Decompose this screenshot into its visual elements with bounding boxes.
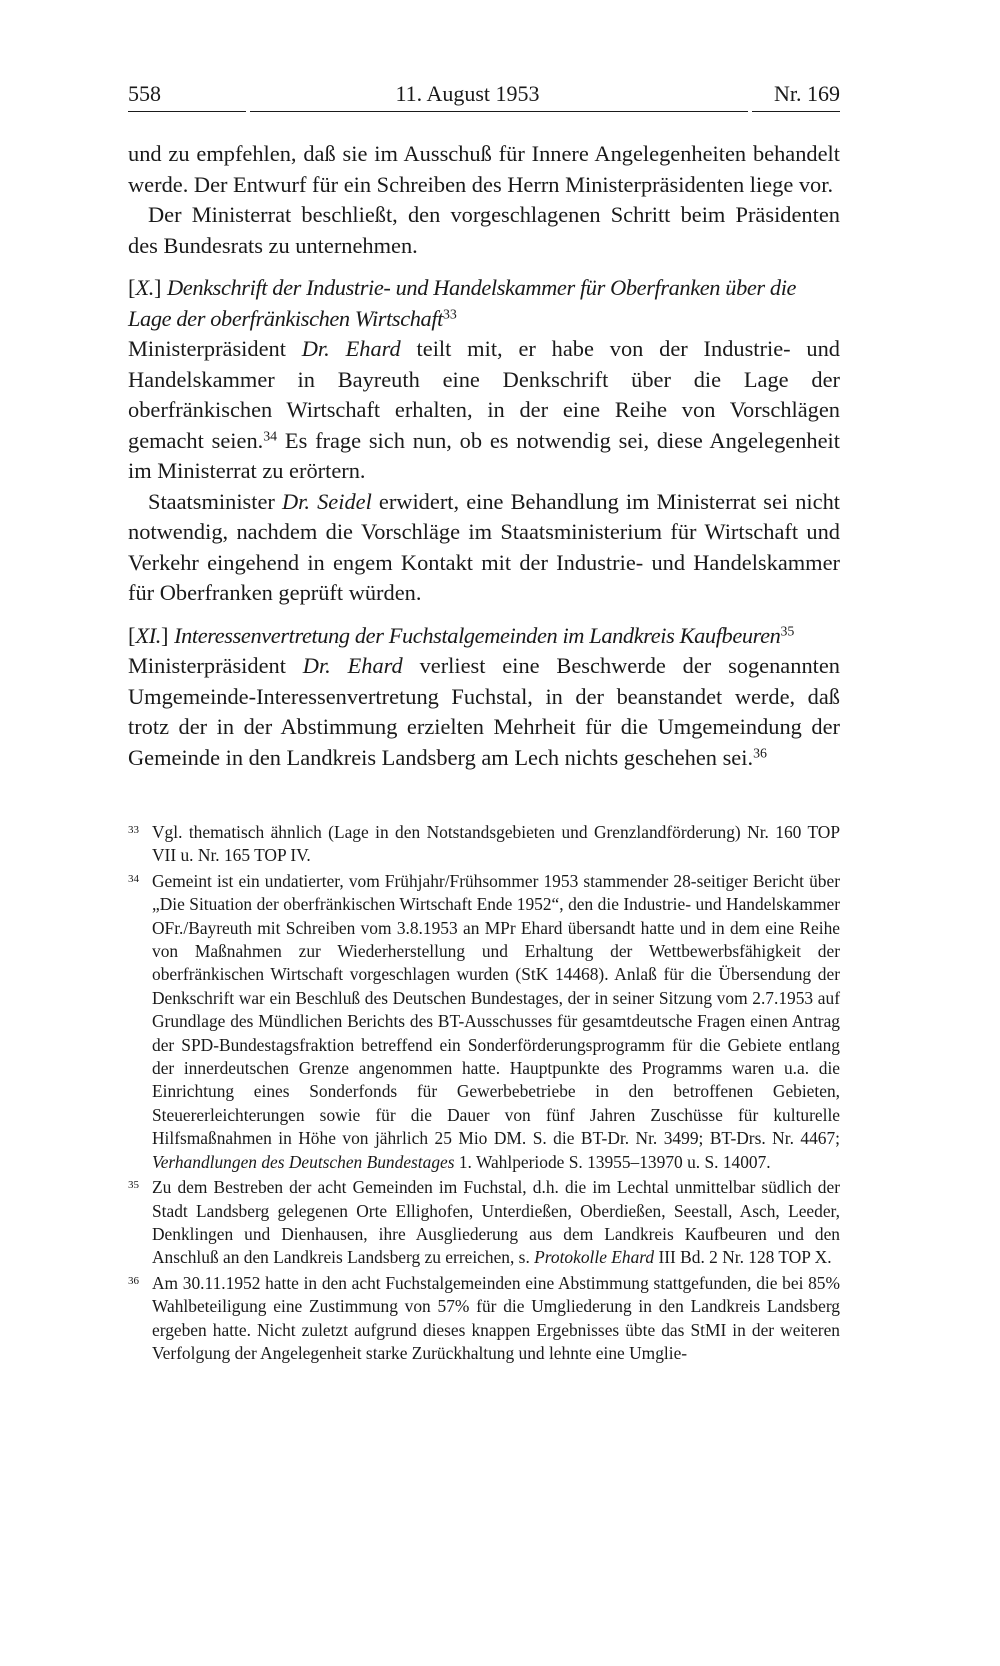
footnote-number: 33 — [128, 824, 139, 836]
person-name: Dr. Ehard — [302, 653, 403, 678]
header-issue: Nr. 169 — [774, 81, 840, 106]
person-name: Dr. Ehard — [301, 336, 401, 361]
footnote-33: 33 Vgl. thematisch ähnlich (Lage in den Notstandsgebieten und Grenzlandförderung) Nr. 160 TOP VII u. Nr. 165 TOP IV. — [128, 821, 840, 868]
section-heading-xi: [XI.] Interessenvertretung der Fuchstalgemeinden im Landkreis Kaufbeuren$^{35}$ — [128, 622, 795, 648]
paragraph: Ministerpräsident Dr. Ehard teilt mit, er habe von der Industrie- und Handelskammer in Bayreuth eine Denkschrift über die Lage der oberfränkischen Wirtschaft erhalten, in der eine Reihe von Vorschlägen gemacht seien.$^{34}$ Es frage sich nun, ob es notwendig sei, diese Angelegenheit im Ministerrat zu erörtern. — [128, 336, 841, 483]
footnote-ref[interactable]: 35 — [780, 623, 795, 639]
footnote-ref[interactable]: 33 — [442, 306, 457, 322]
section-title: Interessenvertretung der Fuchstalgemeinden im Landkreis Kaufbeuren — [174, 622, 781, 648]
footnote-number: 36 — [128, 1274, 139, 1287]
header-date: 11. August 1953 — [395, 81, 540, 106]
paragraph: Ministerpräsident Dr. Ehard verliest eine Beschwerde der sogenannten Umgemeinde-Interessenvertretung Fuchstal, in der beanstandet werde, daß trotz der in der Abstimmung erzielten Mehrheit für die Umgemeindung der Gemeinde in den Landkreis Landsberg am Lech nichts geschehen sei.$^{36}$ — [128, 653, 840, 770]
footnote-34: 34 Gemeint ist ein undatierter, vom Frühjahr/Frühsommer 1953 stammender 28-seitiger Bericht über „Die Situation der oberfränkischen Wirtschaft Ende 1952“, den die Industrie- und Handelskammer OFr./Bayreuth mit Schreiben vom 3.8.1953 an MPr Ehard übersandt hatte und in dem eine Reihe von Maßnahmen zur Wiederherstellung und Erhaltung der Wettbewerbsfähigkeit der oberfränkischen Wirtschaft vorgeschlagen wurden (StK 14468). Anlaß für die Übersendung der Denkschrift war ein Beschluß des Deutschen Bundestages, der in seiner Sitzung vom 2.7.1953 auf Grundlage des Mündlichen Berichts des BT-Ausschusses für gesamtdeutsche Fragen einen Antrag der SPD-Bundestagsfraktion betreffend ein Sonderförderungsprogramm für die Gebiete entlang der innerdeutschen Grenze angenommen hatte. Hauptpunkte des Programms waren u.a. die Einrichtung eines Sonderfonds für Gewerbebetriebe in den betroffenen Gebieten, Steuererleichterungen sowie für die Dauer von fünf Jahren Zuschüsse für kulturelle Hilfsmaßnahmen in Höhe von jährlich 25 Mio DM. S. die BT-Dr. Nr. 3499; BT-Drs. Nr. 4467; Verhandlungen des Deutschen Bundestages 1. Wahlperiode S. 13955–13970 u. S. 14007. — [128, 870, 840, 1174]
paragraph: und zu empfehlen, daß sie im Ausschuß für Innere Angelegenheiten behandelt werde. Der Entwurf für ein Schreiben des Herrn Ministerpräsidenten liege vor. — [128, 141, 840, 197]
section-heading-x: [X.] Denkschrift der Industrie- und Handelskammer für Oberfranken über die Lage der oberfränkischen Wirtschaft$^{33}$ — [128, 275, 797, 331]
footnote-ref[interactable]: 34 — [263, 428, 278, 444]
main-text — [128, 139, 840, 773]
footnote-35: 35 Zu dem Bestreben der acht Gemeinden im Fuchstal, d.h. die im Lechtal unmittelbar südlich der Stadt Landsberg gelegenen Orte Ellighofen, Unterdießen, Oberdießen, Seestall, Asch, Leeder, Denklingen und Dienhausen, ihre Ausgliederung aus dem Landkreis Kaufbeuren und den Anschluß an den Landkreis Landsberg zu erreichen, s. Protokolle Ehard III Bd. 2 Nr. 128 TOP X. — [128, 1176, 840, 1270]
paragraph: Der Ministerrat beschließt, den vorgeschlagenen Schritt beim Präsidenten des Bundesrats zu unternehmen. — [128, 202, 840, 258]
person-name: Dr. Seidel — [281, 488, 372, 514]
paragraph: Staatsminister Dr. Seidel erwidert, eine Behandlung im Ministerrat sei nicht notwendig, nachdem die Vorschläge im Staatsministerium für Wirtschaft und Verkehr eingehend in engem Kontakt mit der Industrie- und Handelskammer für Oberfranken geprüft würden. — [128, 488, 840, 605]
document-page — [128, 78, 840, 1367]
footnote-number: 35 — [128, 1179, 139, 1192]
footnote-36: 36 Am 30.11.1952 hatte in den acht Fuchstalgemeinden eine Abstimmung stattgefunden, die bei 85% Wahlbeteiligung eine Zustimmung von 57% für die Umgliederung in den Landkreis Landsberg ergeben hatte. Nicht zuletzt aufgrund dieses knappen Ergebnisses übte das StMI in der weiteren Verfolgung der Angelegenheit starke Zurückhaltung und lehnte eine Umglie- — [128, 1272, 840, 1366]
footnotes — [128, 821, 840, 1365]
section-title: Denkschrift der Industrie- und Handelskammer für Oberfranken über die Lage der oberfränkischen Wirtschaft — [128, 275, 797, 331]
running-header — [128, 78, 840, 110]
footnote-ref[interactable]: 36 — [753, 745, 767, 761]
header-rule — [128, 111, 840, 113]
page-number: 558 — [128, 81, 161, 106]
footnote-number: 34 — [128, 872, 139, 885]
